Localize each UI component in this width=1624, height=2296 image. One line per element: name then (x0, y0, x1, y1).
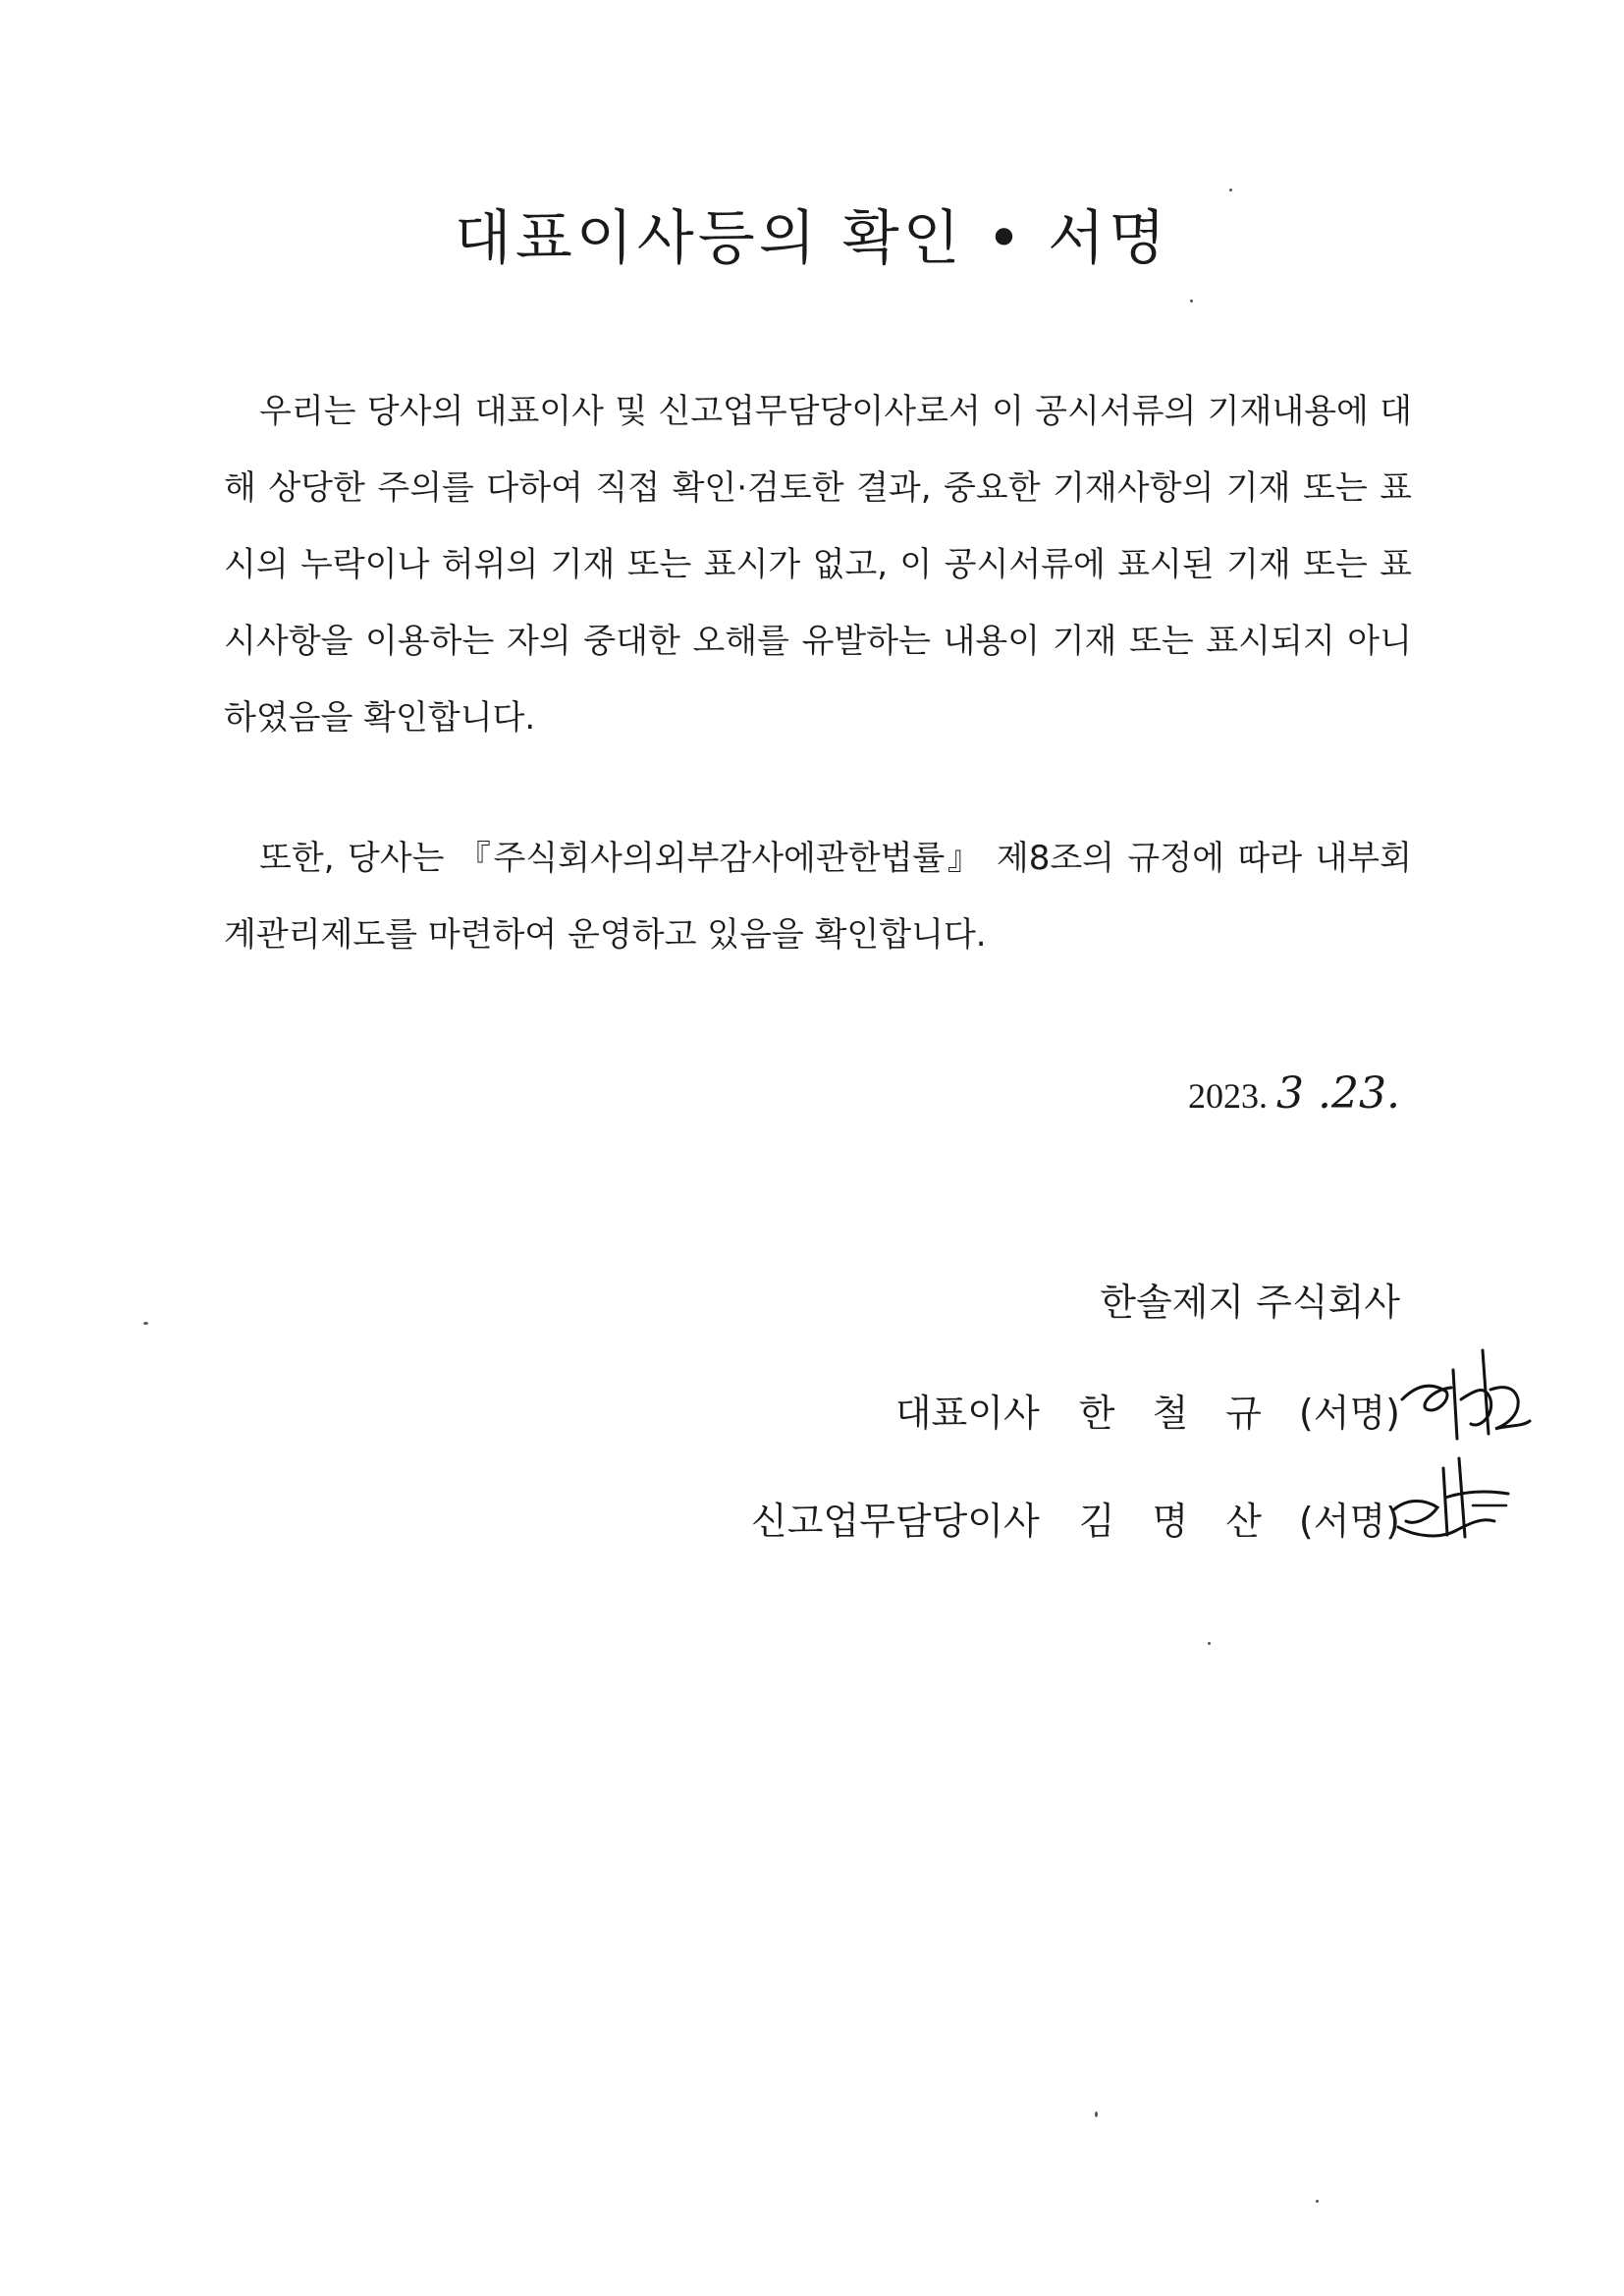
internal-control-paragraph (224, 820, 1412, 973)
sign-label: (서명) (1298, 1392, 1400, 1435)
scan-speck (1316, 2200, 1319, 2203)
date-printed: 2023. (1188, 1076, 1269, 1116)
internal-control-paragraph-text: 또한, 당사는 『주식회사의외부감사에관한법률』 제8조의 규정에 따라 내부회계관리제도를 마련하여 운영하고 있음을 확인합니다. (224, 839, 1412, 955)
date-handwritten: 3 .23. (1276, 1068, 1400, 1119)
scan-speck (1208, 1642, 1211, 1645)
scan-speck (1229, 189, 1232, 191)
signatory-role: 대표이사 (894, 1392, 1040, 1435)
name-char: 한 (1078, 1392, 1115, 1435)
company-name: 한솔제지 주식회사 (1100, 1281, 1400, 1324)
scan-speck (143, 1322, 148, 1325)
signatory-role: 신고업무담당이사 (751, 1500, 1040, 1543)
scan-speck (1190, 300, 1193, 302)
confirmation-paragraph-text: 우리는 당사의 대표이사 및 신고업무담당이사로서 이 공시서류의 기재내용에 대해 상당한 주의를 다하여 직접 확인·검토한 결과, 중요한 기재사항의 기재 또는 표시의 누락이나 허위의 기재 또는 표시가 없고, 이 공시서류에 표시된 기재 또는 표시사항을 이용하는 자의 중대한 오해를 유발하는 내용이 기재 또는 표시되지 아니하였음을 확인합니다. (224, 392, 1412, 738)
confirmation-paragraph (224, 373, 1412, 756)
ceo-signature-image (1392, 1331, 1540, 1458)
director-signature-image (1386, 1449, 1524, 1557)
name-char: 철 (1152, 1392, 1189, 1435)
name-char: 김 (1078, 1500, 1115, 1543)
document-title: 대표이사등의 확인 • 서명 (454, 204, 1170, 273)
name-char: 명 (1152, 1500, 1189, 1543)
name-char: 산 (1225, 1500, 1262, 1543)
signatory-name (1079, 1392, 1299, 1435)
scan-speck (1095, 2111, 1098, 2117)
sign-label: (서명) (1298, 1500, 1400, 1543)
signatory-ceo (895, 1383, 1400, 1437)
name-char: 규 (1225, 1392, 1262, 1435)
signatory-name (1079, 1500, 1299, 1543)
signing-date (1188, 1068, 1400, 1119)
signatory-disclosure-director (751, 1491, 1400, 1545)
